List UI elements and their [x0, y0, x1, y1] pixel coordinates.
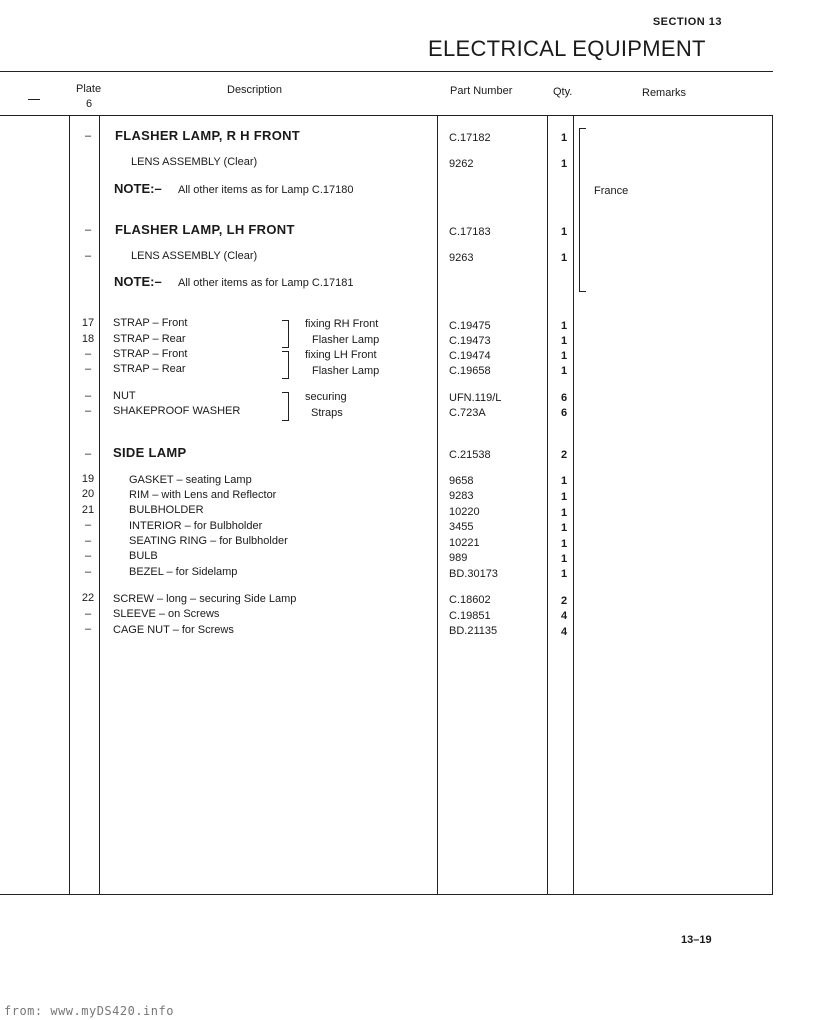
table-row-description: NUT [113, 390, 136, 402]
table-row-part-number: C.723A [449, 407, 486, 419]
table-row-part-number: 9658 [449, 475, 474, 487]
note-label: NOTE:– [114, 274, 162, 289]
table-row-qty: 4 [560, 610, 568, 622]
table-row-description: SCREW – long – securing Side Lamp [113, 593, 297, 605]
col-header-remarks: Remarks [642, 87, 687, 99]
table-row-plate: 17 [81, 317, 95, 329]
table-row-qty: 1 [560, 522, 568, 534]
section-label: SECTION 13 [652, 16, 722, 28]
table-row-qty: 1 [560, 507, 568, 519]
table-row-part-number: BD.21135 [449, 625, 498, 637]
table-row-description: BULBHOLDER [129, 504, 204, 516]
table-row-qty: 2 [560, 595, 568, 607]
table-row-qty: 1 [560, 568, 568, 580]
table-row-qty: 1 [560, 158, 568, 170]
table-row-plate: – [84, 224, 92, 236]
page-number: 13–19 [681, 934, 712, 946]
table-row-qty: 2 [560, 449, 568, 461]
group-annotation: Flasher Lamp [312, 334, 380, 346]
table-row-qty: 1 [560, 335, 568, 347]
note-label: NOTE:– [114, 181, 162, 196]
group-annotation: Straps [311, 407, 343, 419]
header-dash [28, 99, 40, 100]
table-row-plate: – [84, 348, 92, 360]
table-row-part-number: C.18602 [449, 594, 491, 606]
table-row-description: FLASHER LAMP, LH FRONT [115, 222, 295, 237]
table-row-plate: – [84, 363, 92, 375]
table-row-qty: 1 [560, 365, 568, 377]
desc-col-right [437, 115, 438, 894]
group-annotation: fixing RH Front [305, 318, 379, 330]
note-text: All other items as for Lamp C.17181 [178, 277, 354, 289]
source-watermark: from: www.myDS420.info [4, 1004, 174, 1018]
table-row-part-number: C.21538 [449, 449, 491, 461]
table-row-qty: 1 [560, 132, 568, 144]
table-row-description: SEATING RING – for Bulbholder [129, 535, 288, 547]
table-row-plate: – [84, 608, 92, 620]
table-row-part-number: C.19475 [449, 320, 491, 332]
remarks-col-right [772, 115, 773, 894]
table-row-part-number: 9283 [449, 490, 474, 502]
table-row-qty: 1 [560, 320, 568, 332]
table-row-plate: – [84, 448, 92, 460]
group-annotation: Flasher Lamp [312, 365, 380, 377]
group-bracket [282, 351, 289, 379]
table-row-description: RIM – with Lens and Reflector [129, 489, 277, 501]
table-row-plate: – [84, 566, 92, 578]
table-row-part-number: 3455 [449, 521, 474, 533]
table-row-qty: 1 [560, 491, 568, 503]
table-row-plate: 18 [81, 333, 95, 345]
note-text: All other items as for Lamp C.17180 [178, 184, 354, 196]
table-row-description: INTERIOR – for Bulbholder [129, 520, 263, 532]
table-row-plate: – [84, 250, 92, 262]
table-row-qty: 1 [560, 350, 568, 362]
header-bottom-rule [0, 115, 773, 116]
table-row-part-number: 989 [449, 552, 468, 564]
col-header-description: Description [227, 84, 283, 96]
table-row-qty: 1 [560, 553, 568, 565]
table-row-part-number: C.19474 [449, 350, 491, 362]
table-row-part-number: C.19473 [449, 335, 491, 347]
table-row-part-number: 10221 [449, 537, 480, 549]
table-row-plate: – [84, 550, 92, 562]
table-row-part-number: BD.30173 [449, 568, 498, 580]
table-row-plate: 19 [81, 473, 95, 485]
table-row-plate: – [84, 130, 92, 142]
group-annotation: securing [305, 391, 347, 403]
table-row-plate: – [84, 405, 92, 417]
table-row-description: SIDE LAMP [113, 445, 187, 460]
header-top-rule [0, 71, 773, 72]
table-row-description: GASKET – seating Lamp [129, 474, 252, 486]
table-row-part-number: C.19851 [449, 610, 491, 622]
table-bottom-rule [0, 894, 773, 895]
table-row-plate: 22 [81, 592, 95, 604]
col-header-part-number: Part Number [450, 85, 513, 97]
col-header-plate-number: 6 [86, 98, 93, 110]
table-row-part-number: 9262 [449, 158, 474, 170]
table-row-description: STRAP – Rear [113, 363, 186, 375]
table-row-qty: 1 [560, 252, 568, 264]
page-title: ELECTRICAL EQUIPMENT [428, 36, 706, 61]
table-row-description: FLASHER LAMP, R H FRONT [115, 128, 301, 143]
table-row-part-number: UFN.119/L [449, 392, 502, 404]
table-row-description: CAGE NUT – for Screws [113, 624, 234, 636]
table-row-plate: 21 [81, 504, 95, 516]
table-row-qty: 6 [560, 407, 568, 419]
table-row-part-number: C.17182 [449, 132, 491, 144]
table-row-qty: 1 [560, 475, 568, 487]
table-row-qty: 6 [560, 392, 568, 404]
table-row-description: BULB [129, 550, 158, 562]
col-header-qty: Qty. [553, 86, 573, 98]
table-row-description: BEZEL – for Sidelamp [129, 566, 238, 578]
table-row-description: STRAP – Rear [113, 333, 186, 345]
remark-france: France [594, 185, 629, 197]
col-header-plate: Plate [76, 83, 102, 95]
table-row-qty: 1 [560, 226, 568, 238]
table-row-qty: 4 [560, 626, 568, 638]
table-row-plate: – [84, 535, 92, 547]
table-row-qty: 1 [560, 538, 568, 550]
table-row-description: SHAKEPROOF WASHER [113, 405, 241, 417]
table-row-plate: – [84, 390, 92, 402]
group-bracket [282, 392, 289, 421]
group-annotation: fixing LH Front [305, 349, 377, 361]
qty-col-right [573, 115, 574, 894]
table-row-description: STRAP – Front [113, 317, 188, 329]
table-row-description: LENS ASSEMBLY (Clear) [131, 156, 258, 168]
part-col-right [547, 115, 548, 894]
table-row-plate: 20 [81, 488, 95, 500]
plate-col-left [69, 115, 70, 894]
table-row-description: STRAP – Front [113, 348, 188, 360]
table-row-description: LENS ASSEMBLY (Clear) [131, 250, 258, 262]
table-row-part-number: 10220 [449, 506, 480, 518]
table-row-part-number: C.17183 [449, 226, 491, 238]
table-row-description: SLEEVE – on Screws [113, 608, 220, 620]
group-bracket [282, 320, 289, 348]
table-row-part-number: 9263 [449, 252, 474, 264]
remarks-bracket [579, 128, 586, 292]
table-row-plate: – [84, 519, 92, 531]
table-row-part-number: C.19658 [449, 365, 491, 377]
table-row-plate: – [84, 623, 92, 635]
